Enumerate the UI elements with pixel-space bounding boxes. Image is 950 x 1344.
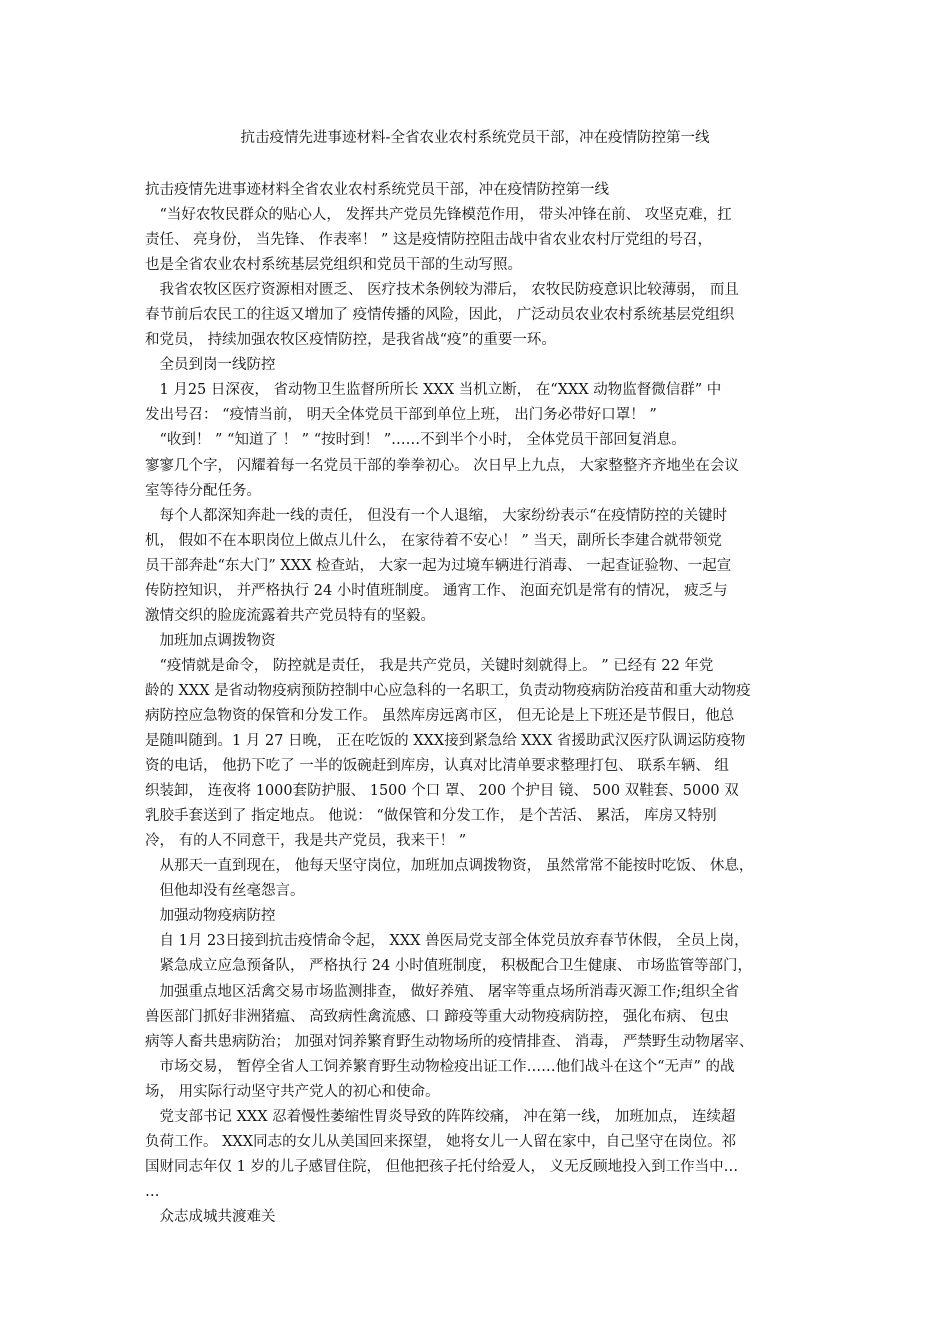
paragraph-line: 织装卸， 连夜将 1000套防护服、 1500 个口 罩、 200 个护目 镜、 500 双鞋套、5000 双 bbox=[145, 783, 739, 800]
paragraph-line: 是随叫随到。1 月 27 日晚， 正在吃饭的 XXX接到紧急给 XXX 省援助武汉医疗队调运防疫物 bbox=[145, 733, 746, 750]
paragraph-line: 全员到岗一线防控 bbox=[145, 357, 276, 374]
paragraph-line: 加强动物疫病防控 bbox=[145, 908, 276, 925]
paragraph-line: 党支部书记 XXX 忍着慢性萎缩性胃炎导致的阵阵绞痛， 冲在第一线， 加班加点， 连续超 bbox=[145, 1108, 736, 1125]
paragraph-line: 也是全省农业农村系统基层党组织和党员干部的生动写照。 bbox=[145, 257, 522, 274]
paragraph-line: 传防控知识， 并严格执行 24 小时值班制度。 通宵工作、 泡面充饥是常有的情况， 疲乏与 bbox=[145, 582, 728, 599]
paragraph-line: 春节前后农民工的往返又增加了 疫情传播的风险，因此， 广泛动员农业农村系统基层党组织 bbox=[145, 307, 735, 324]
paragraph-line: 我省农牧区医疗资源相对匮乏、 医疗技术条例较为滞后， 农牧民防疫意识比较薄弱， 而且 bbox=[145, 282, 739, 299]
paragraph-line: 责任、 亮身份， 当先锋、 作表率！ ” 这是疫情防控阻击战中省农业农村厅党组的号召， bbox=[145, 232, 712, 249]
paragraph-line: 病等人畜共患病防治； 加强对饲养繁育野生动物场所的疫情排查、 消毒， 严禁野生动物屠宰、 bbox=[145, 1033, 754, 1050]
paragraph-line: 紧急成立应急预备队， 严格执行 24 小时值班制度， 积极配合卫生健康、 市场监管等部门， bbox=[145, 958, 752, 975]
paragraph-line: 乳胶手套送到了 指定地点。 他说： “做保管和分发工作， 是个苦活、 累活， 库房又特别 bbox=[145, 808, 717, 825]
paragraph-line: 自 1月 23日接到抗击疫情命令起， XXX 兽医局党支部全体党员放弃春节休假， 全员上岗， bbox=[145, 933, 749, 950]
paragraph-line: 从那天一直到现在， 他每天坚守岗位，加班加点调拨物资， 虽然常常不能按时吃饭、 休息， bbox=[145, 858, 754, 875]
document-body bbox=[145, 178, 815, 1230]
paragraph-line: 和党员， 持续加强农牧区疫情防控，是我省战“疫”的重要一环。 bbox=[145, 332, 556, 349]
paragraph-line: 员干部奔赴“东大门” XXX 检查站， 大家一起为过境车辆进行消毒、 一起查证验物、一起宣 bbox=[145, 557, 732, 574]
document-title: 抗击疫情先进事迹材料-全省农业农村系统党员干部，冲在疫情防控第一线 bbox=[240, 130, 710, 146]
paragraph-line: 每个人都深知奔赴一线的责任， 但没有一个人退缩， 大家纷纷表示“在疫情防控的关键时 bbox=[145, 507, 728, 524]
paragraph-line: 加班加点调拨物资 bbox=[145, 632, 276, 649]
paragraph-line: “收到！ ” “知道了 ！ ” “按时到！ ”……不到半个小时， 全体党员干部回复消息。 bbox=[145, 432, 686, 449]
paragraph-line: 加强重点地区活禽交易市场监测排查， 做好养殖、 屠宰等重点场所消毒灭源工作;组织全省 bbox=[145, 983, 740, 1000]
paragraph-line: “疫情就是命令， 防控就是责任， 我是共产党员，关键时刻就得上。 ” 已经有 22 年党 bbox=[145, 657, 714, 674]
paragraph-line: 病防控应急物资的保管和分发工作。 虽然库房远离市区， 但无论是上下班还是节假日，他总 bbox=[145, 707, 735, 724]
paragraph-line: “当好农牧民群众的贴心人， 发挥共产党员先锋模范作用， 带头冲锋在前、 攻坚克难，扛 bbox=[145, 207, 732, 224]
paragraph-line: 国财同志年仅 1 岁的儿子感冒住院， 但他把孩子托付给爱人， 义无反顾地投入到工作当中… bbox=[145, 1158, 739, 1175]
paragraph-line: 兽医部门抓好非洲猪瘟、 高致病性禽流感、口 蹄疫等重大动物疫病防控， 强化布病、 包虫 bbox=[145, 1008, 729, 1025]
paragraph-line: 室等待分配任务。 bbox=[145, 482, 261, 499]
paragraph-line: 寥寥几个字， 闪耀着每一名党员干部的拳拳初心。 次日早上九点， 大家整整齐齐地坐在会议 bbox=[145, 457, 739, 474]
paragraph-line: … bbox=[145, 1183, 160, 1200]
paragraph-line: 抗击疫情先进事迹材料全省农业农村系统党员干部，冲在疫情防控第一线 bbox=[145, 182, 609, 198]
paragraph-line: 市场交易， 暂停全省人工饲养繁育野生动物检疫出证工作……他们战斗在这个“无声” 的战 bbox=[145, 1058, 735, 1075]
paragraph-line: 场， 用实际行动坚守共产党人的初心和使命。 bbox=[145, 1083, 440, 1100]
paragraph-line: 激情交织的脸庞流露着共产党员特有的坚毅。 bbox=[145, 607, 435, 624]
paragraph-line: 但他却没有丝毫怨言。 bbox=[145, 883, 305, 900]
paragraph-line: 负荷工作。 XXX同志的女儿从美国回来探望， 她将女儿一人留在家中，自己坚守在岗位。祁 bbox=[145, 1133, 737, 1150]
paragraph-line: 众志成城共渡难关 bbox=[145, 1208, 276, 1225]
paragraph-line: 1 月25 日深夜， 省动物卫生监督所所长 XXX 当机立断， 在“XXX 动物监督微信群” 中 bbox=[145, 382, 722, 399]
paragraph-line: 发出号召： “疫情当前， 明天全体党员干部到单位上班， 出门务必带好口罩！ ” bbox=[145, 407, 657, 424]
paragraph-line: 冷， 有的人不同意干，我是共产党员，我来干！ ” bbox=[145, 833, 467, 850]
paragraph-line: 机， 假如不在本职岗位上做点儿什么， 在家待着不安心！ ” 当天，副所长李建合就带领党 bbox=[145, 532, 722, 549]
paragraph-line: 资的电话， 他扔下吃了 一半的饭碗赶到库房，认真对比清单要求整理打包、 联系车辆、 组 bbox=[145, 758, 729, 775]
paragraph-line: 龄的 XXX 是省动物疫病预防控制中心应急科的一名职工，负责动物疫病防治疫苗和重大动物疫 bbox=[145, 682, 751, 699]
